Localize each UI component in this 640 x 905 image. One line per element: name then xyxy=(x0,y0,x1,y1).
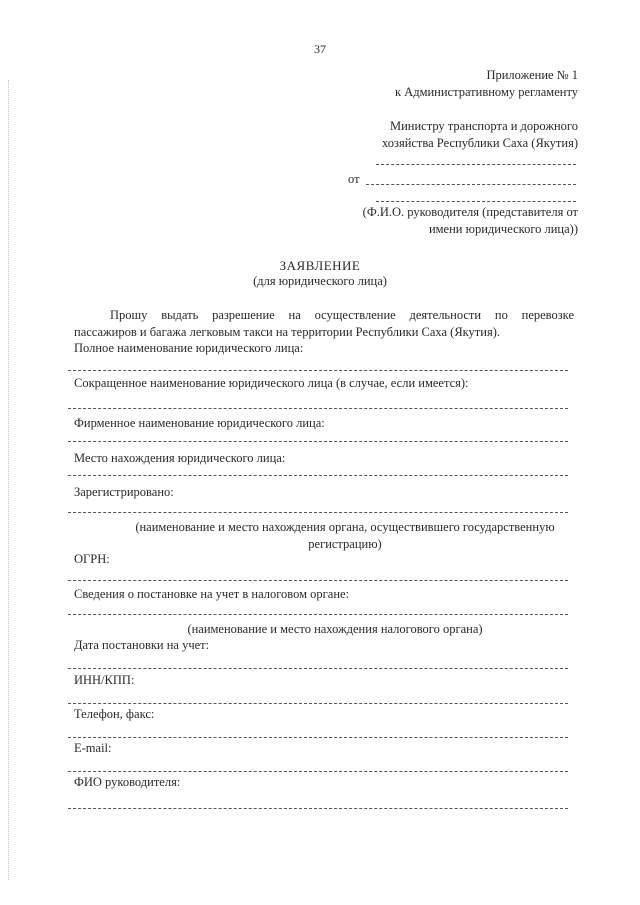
tax-date-line[interactable] xyxy=(68,668,568,669)
document-title: ЗАЯВЛЕНИЕ xyxy=(279,258,361,273)
from-blank-line xyxy=(366,184,576,185)
request-paragraph xyxy=(74,307,574,341)
tax-info-label: Сведения о постановке на учет в налоговом органе: xyxy=(74,587,350,601)
addressee-block xyxy=(382,118,578,152)
brand-name-line[interactable] xyxy=(68,441,568,442)
short-name-label: Сокращенное наименование юридического лица (в случае, если имеется): xyxy=(74,376,469,390)
brand-name-label: Фирменное наименование юридического лица: xyxy=(74,416,325,430)
addressee-line-1: Министру транспорта и дорожного xyxy=(389,119,578,133)
appendix-line-1: Приложение № 1 xyxy=(486,68,578,82)
request-line-2: пассажиров и багажа легковым такси на территории Республики Саха (Якутия). xyxy=(74,325,500,339)
short-name-line[interactable] xyxy=(68,408,568,409)
fio-note-line-1: (Ф.И.О. руководителя (представителя от xyxy=(362,205,578,219)
addressee-line-2: хозяйства Республики Саха (Якутия) xyxy=(381,136,578,150)
registered-note-line-2: регистрацию) xyxy=(308,537,382,551)
tax-date-label: Дата постановки на учет: xyxy=(74,638,210,652)
ogrn-line[interactable] xyxy=(68,580,568,581)
registered-line[interactable] xyxy=(68,512,568,513)
full-name-label: Полное наименование юридического лица: xyxy=(74,341,304,355)
fio-blank-line xyxy=(376,201,576,202)
inn-kpp-line[interactable] xyxy=(68,703,568,704)
appendix-header xyxy=(395,67,578,101)
ogrn-label: ОГРН: xyxy=(74,552,110,566)
fio-note xyxy=(363,204,578,238)
email-label: E-mail: xyxy=(74,741,112,755)
phone-fax-line[interactable] xyxy=(68,737,568,738)
full-name-line[interactable] xyxy=(68,370,568,371)
registered-label: Зарегистрировано: xyxy=(74,485,174,499)
registered-note xyxy=(0,519,640,553)
tax-note: (наименование и место нахождения налогового органа) xyxy=(187,622,483,636)
fio-note-line-2: имени юридического лица)) xyxy=(428,222,578,236)
tax-info-line[interactable] xyxy=(68,614,568,615)
inn-kpp-label: ИНН/КПП: xyxy=(74,673,135,687)
request-line-1: Прошу выдать разрешение на осуществление деятельности по перевозке xyxy=(110,308,574,322)
location-label: Место нахождения юридического лица: xyxy=(74,451,286,465)
page-number: 37 xyxy=(314,42,326,56)
director-label: ФИО руководителя: xyxy=(74,775,181,789)
registered-note-line-1: (наименование и место нахождения органа, осуществившего государственную xyxy=(135,520,555,534)
director-line[interactable] xyxy=(68,808,568,809)
document-subtitle: (для юридического лица) xyxy=(253,274,387,288)
appendix-line-2: к Административному регламенту xyxy=(394,85,578,99)
addressee-blank-line xyxy=(376,164,576,165)
phone-fax-label: Телефон, факс: xyxy=(74,707,155,721)
from-label: от xyxy=(348,172,360,186)
location-line[interactable] xyxy=(68,475,568,476)
request-line-1-wrap xyxy=(74,307,574,324)
email-line[interactable] xyxy=(68,771,568,772)
scan-edge-mark xyxy=(8,80,9,880)
